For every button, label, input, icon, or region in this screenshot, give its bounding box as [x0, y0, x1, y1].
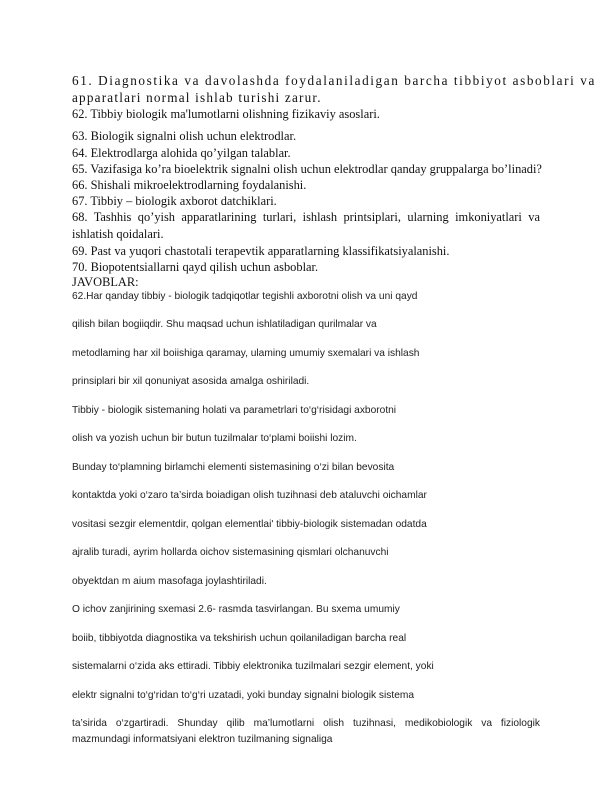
answer-line: olish va yozish uchun bir butun tuzilmalar to‘plami boiishi lozim.	[72, 433, 357, 444]
answer-line: elektr signalni to‘g‘ridan to‘g‘ri uzatadi, yoki bunday signalni biologik sistema	[72, 690, 415, 701]
question-68-line-1: 68. Tashhis qo’yish apparatlarining turlari, ishlash printsiplari, ularning imkoniyatlari va	[72, 210, 540, 224]
answer-line: metodlaming har xil boiishiga qaramay, ulaming umumiy sxemalari va ishlash	[72, 348, 420, 359]
question-61-line-2: apparatlari normal ishlab turishi zarur.	[72, 90, 322, 105]
answer-line: Tibbiy - biologik sistemaning holati va parametrlari to‘g‘risidagi axborotni	[72, 405, 397, 416]
answer-line: qilish bilan bogiiqdir. Shu maqsad uchun ishlatiladigan qurilmalar va	[72, 319, 377, 330]
answer-line: Bunday to‘plamning birlamchi elementi sistemasining o‘zi bilan bevosita	[72, 462, 395, 473]
question-62: 62. Tibbiy biologik ma'lumotlarni olishning fizikaviy asoslari.	[72, 107, 380, 121]
answers-heading: JAVOBLAR:	[72, 275, 139, 289]
question-70: 70. Biopotentsiallarni qayd qilish uchun asboblar.	[72, 260, 319, 274]
answer-line: O ichov zanjirining sxemasi 2.6- rasmda tasvirlangan. Bu sxema umumiy	[72, 604, 400, 615]
question-64: 64. Elektrodlarga alohida qo’yilgan talablar.	[72, 146, 291, 160]
answer-line: obyektdan m aium masofaga joylashtiriladi.	[72, 576, 267, 587]
answer-line: prinsiplari bir xil qonuniyat asosida amalga oshiriladi.	[72, 376, 310, 387]
answer-line: sistemalarni o‘zida aks ettiradi. Tibbiy elektronika tuzilmalari sezgir element, yoki	[72, 661, 434, 672]
answer-line: 62.Har qanday tibbiy - biologik tadqiqotlar tegishli axborotni olish va uni qayd	[72, 291, 418, 302]
answer-line: kontaktda yoki o‘zaro ta’sirda boiadigan olish tuzihnasi deb ataluvchi oichamlar	[72, 490, 427, 501]
answer-line: boiib, tibbiyotda diagnostika va tekshirish uchun qoilaniladigan barcha real	[72, 633, 407, 644]
answer-line: vositasi sezgir elementdir, qolgan elementlai' tibbiy-biologik sistemadan odatda	[72, 519, 427, 530]
question-61-line-1: 61. Diagnostika va davolashda foydalaniladigan barcha tibbiyot asboblari va	[72, 73, 596, 88]
question-67: 67. Tibbiy – biologik axborot datchiklari.	[72, 194, 277, 208]
question-66: 66. Shishali mikroelektrodlarning foydalanishi.	[72, 178, 307, 192]
answer-line: ta’sirida o‘zgartiradi. Shunday qilib ma’lumotlarni olish tuzihnasi, medikobiologik va fiziologik	[72, 718, 540, 729]
question-69: 69. Past va yuqori chastotali terapevtik apparatlarning klassifikatsiyalanishi.	[72, 244, 450, 258]
question-68-line-2: ishlatish qoidalari.	[72, 227, 164, 241]
answer-line: ajralib turadi, ayrim hollarda oichov sistemasining qismlari olchanuvchi	[72, 547, 389, 558]
question-65: 65. Vazifasiga ko’ra bioelektrik signalni olish uchun elektrodlar qanday gruppalarga bo’linadi?	[72, 162, 542, 176]
question-63: 63. Biologik signalni olish uchun elektrodlar.	[72, 129, 297, 143]
answer-line: mazmundagi informatsiyani elektron tuzilmaning signaliga	[72, 734, 333, 745]
